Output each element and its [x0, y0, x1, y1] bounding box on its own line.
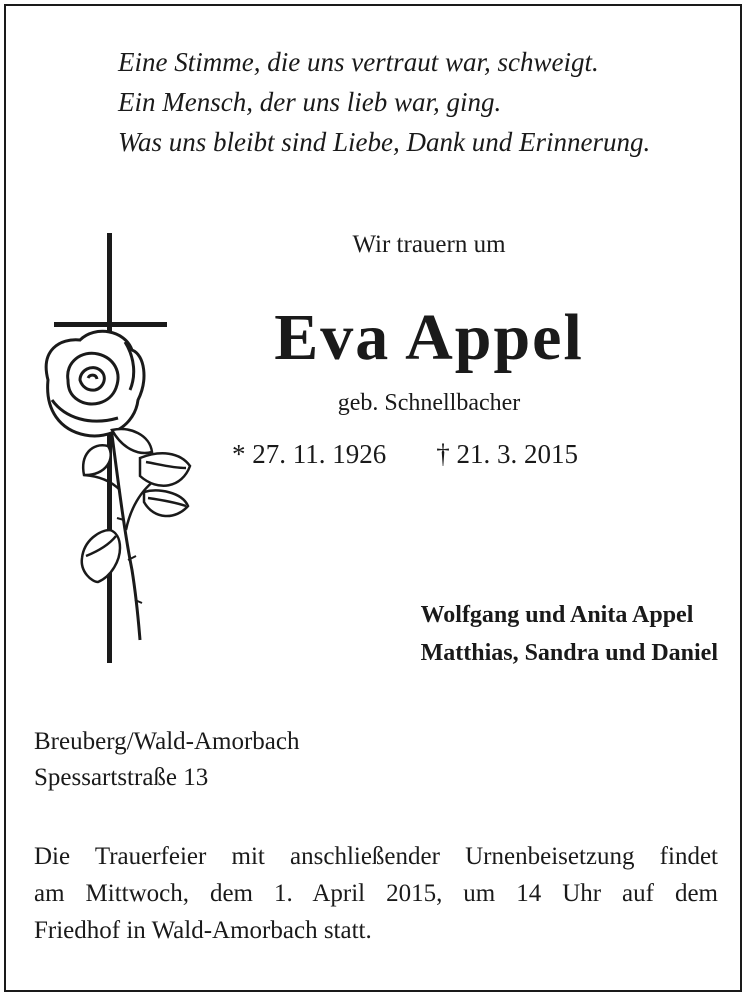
family-address [34, 724, 300, 796]
address-street: Spessartstraße 13 [34, 764, 209, 791]
notice-line: am Mittwoch, dem 1. April 2015, um 14 Uhr auf dem [34, 880, 718, 907]
death-date: † 21. 3. 2015 [436, 439, 578, 469]
cross-with-rose-icon [40, 230, 200, 670]
deceased-name: Eva Appel [274, 301, 584, 374]
poem-line: Was uns bleibt sind Liebe, Dank und Erinnerung. [118, 127, 651, 157]
life-dates [232, 439, 578, 470]
mourners-list [421, 596, 718, 672]
address-city: Breuberg/Wald-Amorbach [34, 728, 300, 755]
birth-date: * 27. 11. 1926 [232, 439, 387, 469]
notice-line: Friedhof in Wald-Amorbach statt. [34, 917, 372, 944]
birth-name: geb. Schnellbacher [337, 390, 521, 416]
poem-line: Ein Mensch, der uns lieb war, ging. [118, 87, 502, 117]
notice-line: Die Trauerfeier mit anschließender Urnenbeisetzung findet [34, 843, 718, 870]
funeral-notice [34, 838, 718, 949]
poem-line: Eine Stimme, die uns vertraut war, schweigt. [118, 47, 599, 77]
memorial-poem [118, 42, 650, 162]
mourner-line: Wolfgang und Anita Appel [420, 602, 694, 628]
mourning-intro: Wir trauern um [352, 231, 506, 258]
mourner-line: Matthias, Sandra und Daniel [420, 640, 718, 666]
